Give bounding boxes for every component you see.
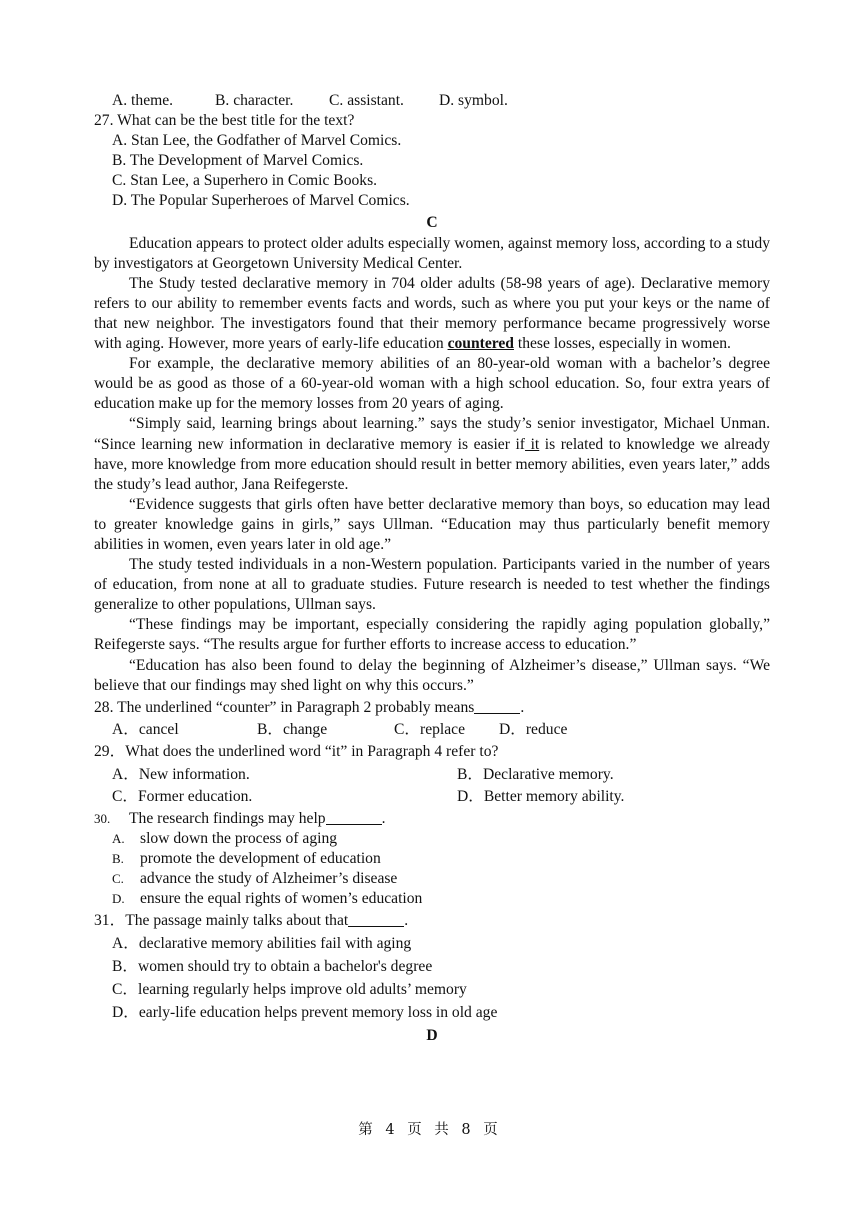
q29-option-c: C．Former education. [112, 787, 253, 805]
q31-stem-text: 31．The passage mainly talks about that [94, 911, 349, 929]
passage-paragraph-4 [94, 414, 770, 494]
q27-option-c: C. Stan Lee, a Superhero in Comic Books. [112, 172, 378, 190]
answer-blank [326, 810, 382, 825]
passage-paragraph-7: “These findings may be important, especially considering the rapidly aging population globally,” Reifegerste says. “The results argue for further efforts to increase access to education.” [94, 616, 770, 654]
q30-option-a-text: slow down the process of aging [140, 830, 338, 848]
q30-option-b-text: promote the development of education [140, 850, 381, 868]
q28-options [94, 719, 770, 741]
q30-option-a [94, 829, 770, 849]
q28-stem: 28. The underlined “counter” in Paragraph 2 probably means . [94, 698, 525, 716]
q29-options-row-2 [94, 786, 770, 808]
q27-option-b: B. The Development of Marvel Comics. [112, 152, 364, 170]
q31-option-b: B．women should try to obtain a bachelor's degree [112, 957, 433, 975]
q26-option-a: A. theme. [112, 92, 174, 109]
q29-options-row-1 [94, 764, 770, 786]
q31-option-c: C．learning regularly helps improve old adults’ memory [112, 980, 467, 998]
q29-stem: 29．What does the underlined word “it” in Paragraph 4 refer to? [94, 743, 499, 761]
q26-option-c: C. assistant. [329, 92, 404, 109]
q28-option-a: A．cancel [112, 721, 179, 739]
q31-option-d: D．early-life education helps prevent memory loss in old age [112, 1003, 498, 1021]
q30-option-d-text: ensure the equal rights of women’s education [140, 890, 423, 908]
exam-page [94, 91, 770, 1047]
q30-stem-text: The research findings may help [129, 810, 326, 828]
q29-option-a: A．New information. [112, 765, 250, 783]
q27-stem: 27. What can be the best title for the text? [94, 112, 355, 130]
answer-blank [348, 912, 404, 927]
underlined-word-countered: countered [447, 335, 514, 353]
paragraph-4-text-b: is related to knowledge we already have, more knowledge from more education should result in better memory abilities, even years later,” adds the study’s lead author, Jana Reifegerste. [94, 435, 770, 493]
q28-stem-text: 28. The underlined “counter” in Paragraph 2 probably means [94, 698, 475, 716]
paragraph-4-text-a: “Simply said, learning brings about learning.” says the study’s senior investigator, Michael Unman. “Since learning new information in declarative memory is easier if [94, 415, 770, 453]
q30-option-a-letter: A. [112, 831, 125, 847]
section-heading-c: C [426, 213, 438, 231]
q31-option-a: A．declarative memory abilities fail with aging [112, 934, 412, 952]
passage-paragraph-5: “Evidence suggests that girls often have better declarative memory than boys, so education may lead to greater knowledge gains in girls,” says Ullman. “Education may thus particularly benefit memory abilities in women, even years later in old age.” [94, 495, 770, 553]
passage-paragraph-2 [94, 274, 770, 354]
q30-number: 30. [94, 811, 111, 827]
passage-paragraph-8: “Education has also been found to delay the beginning of Alzheimer’s disease,” Ullman says. “We believe that our findings may shed light on why this occurs.” [94, 656, 770, 694]
q30-stem: 30. The research findings may help . [94, 810, 386, 828]
q30-option-c-text: advance the study of Alzheimer’s disease [140, 870, 398, 888]
q28-option-b: B．change [257, 721, 328, 739]
q30-option-d [94, 889, 770, 909]
q27-option-d: D. The Popular Superheroes of Marvel Comics. [112, 192, 410, 210]
q28-option-d: D．reduce [499, 721, 568, 739]
underlined-word-it: it [525, 435, 540, 453]
q31-stem: 31．The passage mainly talks about that . [94, 911, 409, 929]
q30-option-b [94, 849, 770, 869]
q28-option-c: C．replace [394, 721, 466, 739]
q29-option-d: D．Better memory ability. [457, 787, 625, 805]
passage-paragraph-3: For example, the declarative memory abilities of an 80-year-old woman with a bachelor’s degree would be as good as those of a 60-year-old woman with a high school education. So, four extra years of education make up for the memory losses from 20 years of aging. [94, 355, 770, 413]
q30-option-b-letter: B. [112, 851, 124, 867]
section-heading-d: D [426, 1026, 438, 1044]
page-footer: 第 4 页 共 8 页 [358, 1122, 502, 1138]
passage-paragraph-1: Education appears to protect older adults especially women, against memory loss, according to a study by investigators at Georgetown University Medical Center. [94, 234, 770, 272]
q30-option-c-letter: C. [112, 871, 124, 887]
answer-blank [474, 699, 520, 714]
q29-option-b: B．Declarative memory. [457, 765, 614, 783]
q30-option-c [94, 869, 770, 889]
q26-option-b: B. character. [215, 92, 294, 109]
q30-option-d-letter: D. [112, 891, 125, 907]
q27-option-a: A. Stan Lee, the Godfather of Marvel Comics. [112, 132, 402, 150]
paragraph-2-text-b: these losses, especially in women. [513, 335, 731, 353]
q26-option-d: D. symbol. [439, 92, 508, 109]
passage-paragraph-6: The study tested individuals in a non-Western population. Participants varied in the number of years of education, from none at all to graduate studies. Future research is needed to test whether the findings generalize to other populations, Ullman says. [94, 556, 770, 614]
q26-options [94, 91, 770, 111]
paragraph-2-text-a: The Study tested declarative memory in 704 older adults (58-98 years of age). Declarative memory refers to our ability to remember events facts and words, such as where you put your keys or the name of that new neighbor. The investigators found that their memory performance became progressively worse with aging. However, more years of early-life education [94, 274, 770, 353]
